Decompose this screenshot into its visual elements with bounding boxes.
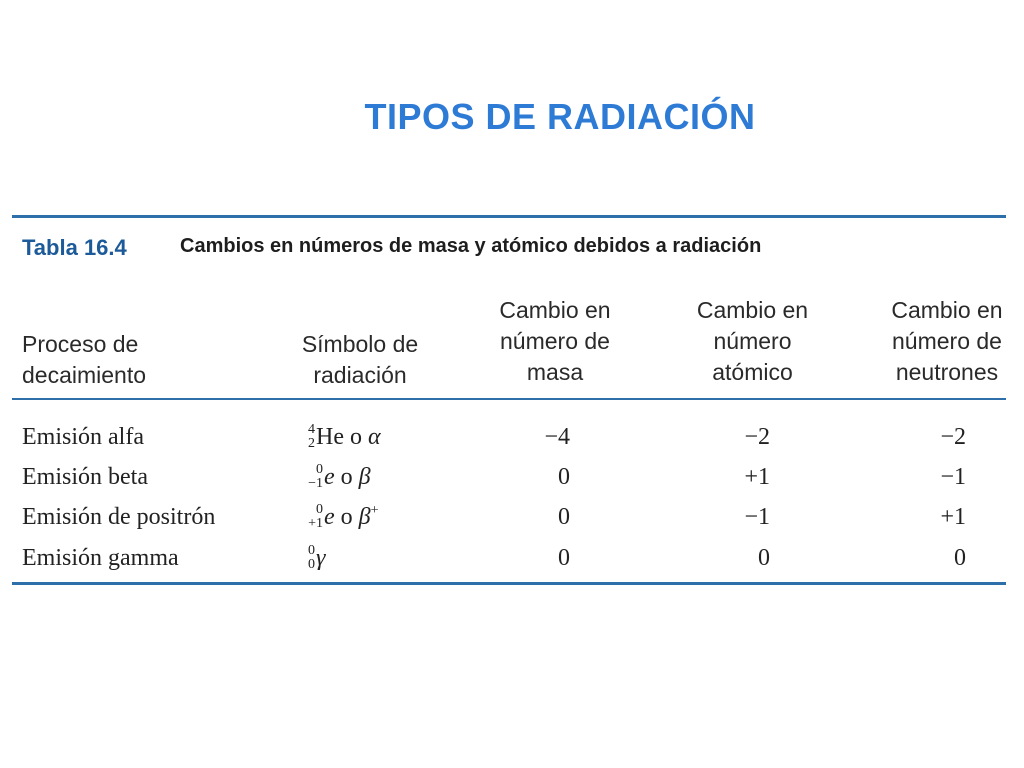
header-symbol: Símbolo de radiación bbox=[301, 331, 419, 388]
alpha-mass-number: 4 bbox=[308, 422, 315, 437]
positron-charge-superscript: + bbox=[370, 503, 379, 518]
row-positron-process: Emisión de positrón bbox=[22, 504, 216, 530]
row-alpha-process: Emisión alfa bbox=[22, 424, 144, 450]
header-neutron-change: Cambio en número de neutrones bbox=[891, 297, 1003, 385]
row-positron-symbol bbox=[300, 500, 379, 534]
row-gamma-symbol bbox=[300, 541, 325, 575]
slide-title: TIPOS DE RADIACIÓN bbox=[364, 96, 756, 137]
alpha-symbol-main: He o bbox=[316, 424, 368, 450]
positron-symbol-connector: o bbox=[334, 504, 359, 530]
beta-atomic-number: −1 bbox=[308, 476, 323, 491]
table-header-rule bbox=[12, 398, 1006, 400]
row-alpha-atomic-change: −2 bbox=[744, 424, 770, 450]
table-bottom-rule bbox=[12, 582, 1006, 585]
row-beta-atomic-change: +1 bbox=[744, 464, 770, 490]
alpha-atomic-number: 2 bbox=[308, 436, 315, 451]
positron-mass-number: 0 bbox=[316, 502, 323, 517]
table-number: Tabla 16.4 bbox=[22, 235, 127, 260]
header-mass-change: Cambio en número de masa bbox=[499, 297, 611, 385]
positron-symbol-alt: β bbox=[358, 504, 371, 530]
row-alpha-symbol bbox=[300, 420, 381, 454]
row-beta-mass-change: 0 bbox=[558, 464, 570, 490]
row-gamma-neutron-change: 0 bbox=[954, 545, 966, 571]
positron-atomic-number: +1 bbox=[308, 516, 323, 531]
row-gamma-atomic-change: 0 bbox=[758, 545, 770, 571]
positron-symbol-main: e bbox=[324, 504, 335, 530]
row-beta-process: Emisión beta bbox=[22, 464, 148, 490]
beta-mass-number: 0 bbox=[316, 462, 323, 477]
row-alpha-mass-change: −4 bbox=[544, 424, 570, 450]
row-positron-mass-change: 0 bbox=[558, 504, 570, 530]
table-top-rule bbox=[12, 215, 1006, 218]
gamma-mass-number: 0 bbox=[308, 543, 315, 558]
table-caption: Cambios en números de masa y atómico debidos a radiación bbox=[180, 235, 762, 257]
header-process: Proceso de decaimiento bbox=[22, 331, 147, 388]
row-beta-neutron-change: −1 bbox=[940, 464, 966, 490]
row-positron-atomic-change: −1 bbox=[744, 504, 770, 530]
row-positron-neutron-change: +1 bbox=[940, 504, 966, 530]
header-atomic-change: Cambio en número atómico bbox=[696, 297, 809, 385]
gamma-symbol-main: γ bbox=[316, 545, 326, 571]
alpha-symbol-alt: α bbox=[367, 424, 381, 450]
row-gamma-mass-change: 0 bbox=[558, 545, 570, 571]
gamma-atomic-number: 0 bbox=[308, 557, 315, 572]
beta-symbol-connector: o bbox=[334, 464, 359, 490]
radiation-table bbox=[0, 205, 1024, 605]
beta-symbol-alt: β bbox=[358, 464, 371, 490]
row-gamma-process: Emisión gamma bbox=[22, 545, 179, 571]
row-alpha-neutron-change: −2 bbox=[940, 424, 966, 450]
beta-symbol-main: e bbox=[324, 464, 335, 490]
row-beta-symbol bbox=[300, 460, 371, 494]
